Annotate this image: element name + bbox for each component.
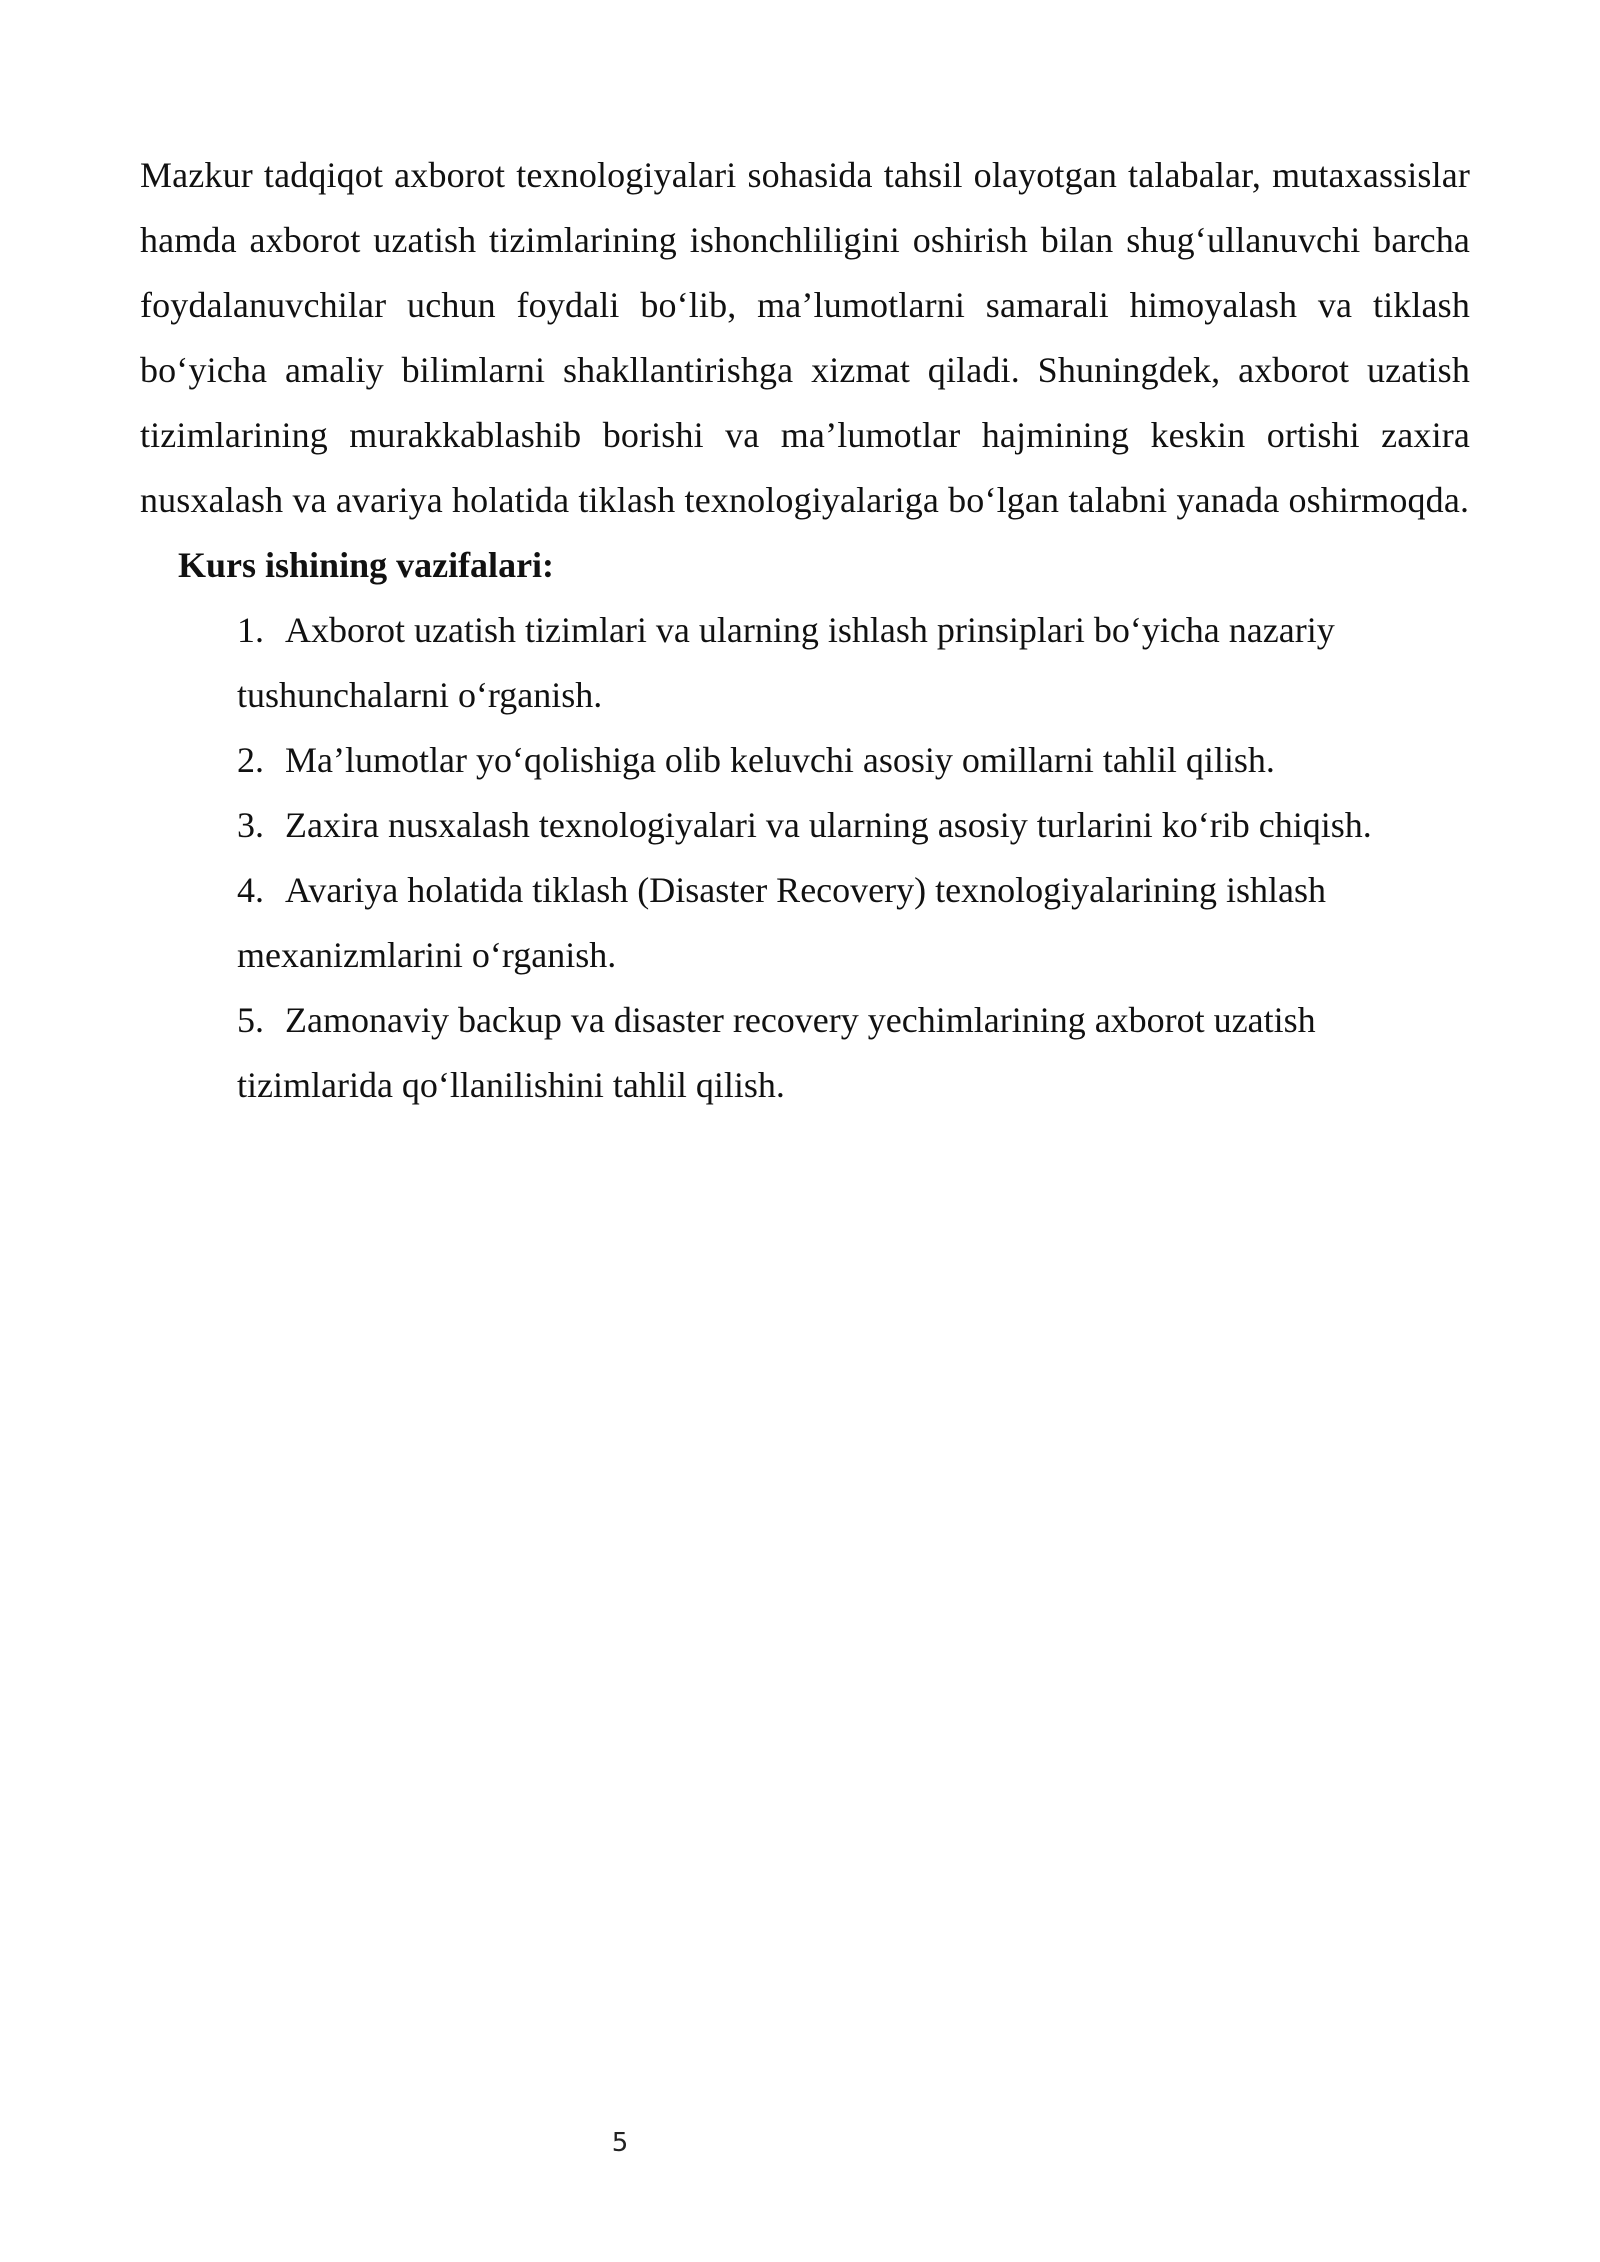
task-text: Axborot uzatish tizimlari va ularning ishlash prinsiplari bo‘yicha nazariy tushunchalarni o‘rganish. [237,610,1335,715]
task-item-2 [237,728,1467,793]
page-content [140,143,1470,1118]
task-text: Zaxira nusxalash texnologiyalari va ularning asosiy turlarini ko‘rib chiqish. [285,805,1372,845]
task-number: 4. [237,870,264,910]
tasks-heading: Kurs ishining vazifalari: [178,545,555,585]
task-item-4 [237,858,1467,988]
tasks-list [140,598,1470,1118]
intro-paragraph: Mazkur tadqiqot axborot texnologiyalari sohasida tahsil olayotgan talabalar, mutaxassislar hamda axborot uzatish tizimlarining ishonchliligini oshirish bilan shug‘ullanuvchi barcha foydalanuvchilar uchun foydali bo‘lib, ma’lumotlarni samarali himoyalash va tiklash bo‘yicha amaliy bilimlarni shakllantirishga xizmat qiladi. Shuningdek, axborot uzatish tizimlarining murakkablashib borishi va ma’lumotlar hajmining keskin ortishi zaxira nusxalash va avariya holatida tiklash texnologiyalariga bo‘lgan talabni yanada oshirmoqda. [140,155,1470,520]
task-item-5 [237,988,1467,1118]
task-item-3 [237,793,1467,858]
task-item-1 [237,598,1467,728]
task-number: 5. [237,1000,264,1040]
task-number: 2. [237,740,264,780]
task-number: 3. [237,805,264,845]
task-text: Zamonaviy backup va disaster recovery yechimlarining axborot uzatish tizimlarida qo‘llanilishini tahlil qilish. [237,1000,1316,1105]
task-number: 1. [237,610,264,650]
page-number: 5 [611,2128,629,2158]
task-text: Ma’lumotlar yo‘qolishiga olib keluvchi asosiy omillarni tahlil qilish. [285,740,1275,780]
task-text: Avariya holatida tiklash (Disaster Recovery) texnologiyalarining ishlash mexanizmlarini o‘rganish. [237,870,1327,975]
